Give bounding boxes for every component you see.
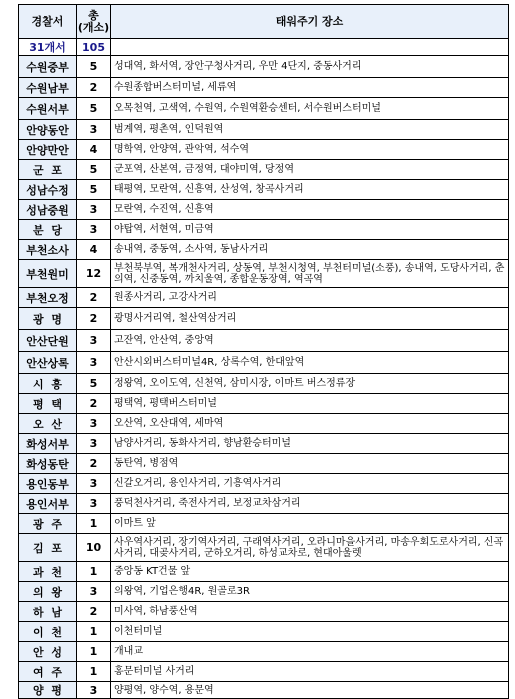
station-name: 김 포 <box>19 534 77 562</box>
station-name: 군 포 <box>19 160 77 180</box>
station-name: 안산상록 <box>19 352 77 374</box>
pickup-locations: 성대역, 화서역, 장안구청사거리, 우만 4단지, 중동사거리 <box>111 56 509 78</box>
location-count: 3 <box>77 352 111 374</box>
location-count: 1 <box>77 622 111 642</box>
location-count: 3 <box>77 200 111 220</box>
total-location <box>111 39 509 56</box>
location-count: 3 <box>77 330 111 352</box>
station-name: 시 흥 <box>19 374 77 394</box>
pickup-locations: 평택역, 평택버스터미널 <box>111 394 509 414</box>
location-count: 1 <box>77 662 111 682</box>
station-name: 성남수정 <box>19 180 77 200</box>
table-row <box>19 394 509 414</box>
table-row <box>19 622 509 642</box>
pickup-locations: 오목천역, 고색역, 수원역, 수원역환승센터, 서수원버스터미널 <box>111 98 509 120</box>
table-header-row <box>19 5 509 39</box>
table-row <box>19 414 509 434</box>
station-name: 화성동탄 <box>19 454 77 474</box>
pickup-locations: 사우역사거리, 장기역사거리, 구래역사거리, 오라니마을사거리, 마송우회도로사거리, 신곡사거리, 대곶사거리, 군하오거리, 하성교차로, 현대아울렛 <box>111 534 509 562</box>
location-count: 5 <box>77 374 111 394</box>
table-row <box>19 514 509 534</box>
pickup-locations: 남양사거리, 동화사거리, 향남환승터미널 <box>111 434 509 454</box>
pickup-locations: 모란역, 수진역, 신흥역 <box>111 200 509 220</box>
header-location: 태워주기 장소 <box>111 5 509 39</box>
location-count: 1 <box>77 514 111 534</box>
table-row <box>19 288 509 308</box>
location-count: 3 <box>77 220 111 240</box>
location-count: 1 <box>77 562 111 582</box>
location-count: 3 <box>77 434 111 454</box>
pickup-locations: 오산역, 오산대역, 세마역 <box>111 414 509 434</box>
station-name: 광 명 <box>19 308 77 330</box>
location-count: 3 <box>77 120 111 140</box>
location-count: 2 <box>77 288 111 308</box>
total-station: 31개서 <box>19 39 77 56</box>
station-name: 과 천 <box>19 562 77 582</box>
total-count: 105 <box>77 39 111 56</box>
location-count: 1 <box>77 642 111 662</box>
location-count: 5 <box>77 56 111 78</box>
location-count: 2 <box>77 394 111 414</box>
table-row <box>19 582 509 602</box>
station-name: 양 평 <box>19 682 77 699</box>
pickup-locations: 안산시외버스터미널4R, 상록수역, 한대앞역 <box>111 352 509 374</box>
pickup-locations: 광명사거리역, 철산역삼거리 <box>111 308 509 330</box>
table-row <box>19 454 509 474</box>
table-row <box>19 160 509 180</box>
station-name: 부천소사 <box>19 240 77 260</box>
table-row <box>19 78 509 98</box>
pickup-locations: 명학역, 안양역, 관악역, 석수역 <box>111 140 509 160</box>
table-row <box>19 200 509 220</box>
pickup-locations: 군포역, 산본역, 금정역, 대야미역, 당정역 <box>111 160 509 180</box>
pickup-locations: 태평역, 모란역, 신흥역, 산성역, 창곡사거리 <box>111 180 509 200</box>
location-count: 2 <box>77 78 111 98</box>
pickup-locations: 중앙동 KT건물 앞 <box>111 562 509 582</box>
station-name: 안산단원 <box>19 330 77 352</box>
station-name: 안양만안 <box>19 140 77 160</box>
location-count: 5 <box>77 160 111 180</box>
station-name: 하 남 <box>19 602 77 622</box>
pickup-locations: 야탑역, 서현역, 미금역 <box>111 220 509 240</box>
pickup-locations: 동탄역, 병점역 <box>111 454 509 474</box>
location-count: 10 <box>77 534 111 562</box>
header-station: 경찰서 <box>19 5 77 39</box>
header-count: 총 (개소) <box>77 5 111 39</box>
station-name: 안 성 <box>19 642 77 662</box>
pickup-locations: 미사역, 하남풍산역 <box>111 602 509 622</box>
station-name: 수원중부 <box>19 56 77 78</box>
pickup-locations: 풍덕천사거리, 죽전사거리, 보정교차삼거리 <box>111 494 509 514</box>
table-row <box>19 56 509 78</box>
location-count: 2 <box>77 308 111 330</box>
location-count: 12 <box>77 260 111 288</box>
location-count: 3 <box>77 474 111 494</box>
station-name: 광 주 <box>19 514 77 534</box>
station-name: 성남중원 <box>19 200 77 220</box>
pickup-locations: 정왕역, 오이도역, 신천역, 삼미시장, 이마트 버스정류장 <box>111 374 509 394</box>
pickup-locations: 이마트 앞 <box>111 514 509 534</box>
table-row <box>19 352 509 374</box>
station-name: 수원남부 <box>19 78 77 98</box>
police-stations-table <box>18 4 509 699</box>
station-name: 분 당 <box>19 220 77 240</box>
location-count: 2 <box>77 454 111 474</box>
table-row <box>19 260 509 288</box>
table-row <box>19 240 509 260</box>
station-name: 부천오정 <box>19 288 77 308</box>
table-row <box>19 602 509 622</box>
pickup-locations: 홍문터미널 사거리 <box>111 662 509 682</box>
station-name: 용인서부 <box>19 494 77 514</box>
pickup-locations: 범계역, 평촌역, 인덕원역 <box>111 120 509 140</box>
station-name: 오 산 <box>19 414 77 434</box>
station-name: 화성서부 <box>19 434 77 454</box>
total-row <box>19 39 509 56</box>
pickup-locations: 양평역, 양수역, 용문역 <box>111 682 509 699</box>
table-row <box>19 534 509 562</box>
location-count: 5 <box>77 180 111 200</box>
table-row <box>19 662 509 682</box>
station-name: 안양동안 <box>19 120 77 140</box>
pickup-locations: 수원종합버스터미널, 세류역 <box>111 78 509 98</box>
station-name: 여 주 <box>19 662 77 682</box>
location-count: 3 <box>77 414 111 434</box>
location-count: 3 <box>77 582 111 602</box>
table-row <box>19 120 509 140</box>
station-name: 용인동부 <box>19 474 77 494</box>
pickup-locations: 고잔역, 안산역, 중앙역 <box>111 330 509 352</box>
table-row <box>19 434 509 454</box>
pickup-locations: 의왕역, 기업은행4R, 원골로3R <box>111 582 509 602</box>
table-row <box>19 474 509 494</box>
table-row <box>19 374 509 394</box>
location-count: 4 <box>77 240 111 260</box>
pickup-locations: 부천북부역, 복개천사거리, 상동역, 부천시청역, 부천터미널(소풍), 송내역, 도당사거리, 춘의역, 신중동역, 까치울역, 종합운동장역, 역곡역 <box>111 260 509 288</box>
pickup-locations: 신갈오거리, 용인사거리, 기흥역사거리 <box>111 474 509 494</box>
location-count: 5 <box>77 98 111 120</box>
table-row <box>19 98 509 120</box>
location-count: 3 <box>77 682 111 699</box>
location-count: 2 <box>77 602 111 622</box>
table-row <box>19 494 509 514</box>
pickup-locations: 원종사거리, 고강사거리 <box>111 288 509 308</box>
location-count: 3 <box>77 494 111 514</box>
station-name: 평 택 <box>19 394 77 414</box>
pickup-locations: 개내교 <box>111 642 509 662</box>
table-row <box>19 642 509 662</box>
station-name: 이 천 <box>19 622 77 642</box>
station-name: 의 왕 <box>19 582 77 602</box>
table-row <box>19 330 509 352</box>
station-name: 수원서부 <box>19 98 77 120</box>
table-row <box>19 682 509 699</box>
table-row <box>19 562 509 582</box>
location-count: 4 <box>77 140 111 160</box>
pickup-locations: 송내역, 중동역, 소사역, 동남사거리 <box>111 240 509 260</box>
pickup-locations: 이천터미널 <box>111 622 509 642</box>
table-row <box>19 180 509 200</box>
table-row <box>19 308 509 330</box>
station-name: 부천원미 <box>19 260 77 288</box>
table-row <box>19 220 509 240</box>
table-row <box>19 140 509 160</box>
